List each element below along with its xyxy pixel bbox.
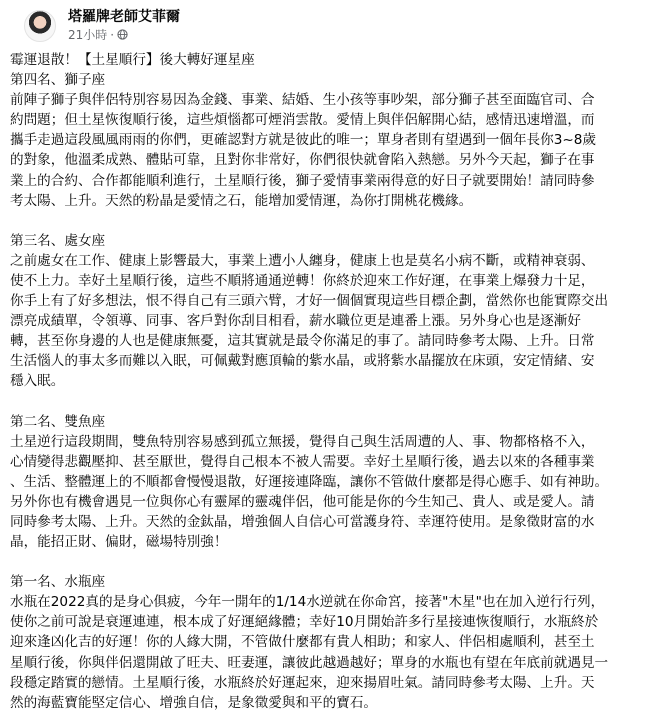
post-body [10,50,645,713]
body-line: 攜手走過這段風風雨雨的你們，更確認對方就是彼此的唯一；單身者則有望遇到一個年長你3~8歲 [10,132,597,149]
paragraph-gap [10,552,645,572]
post-header [10,0,645,50]
body-line: 考太陽、上升。天然的粉晶是愛情之石，能增加愛情運，為你打開桃花機緣。 [10,192,473,209]
avatar[interactable] [24,10,56,42]
body-line: 星順行後，你與伴侶還開啟了旺夫、旺妻運，讓彼此越過越好；單身的水瓶也有望在年底前就遇見一 [10,654,609,671]
body-line: 水瓶在2022真的是身心俱疲，今年一開年的1/14水逆就在你命宮，接著"木星"也在加入逆行行列， [10,594,605,611]
paragraph-gap [10,211,645,231]
body-line: 心情變得悲觀壓抑、甚至厭世，覺得自己根本不被人需要。幸好土星順行後，過去以來的各種事業 [10,453,595,470]
section-virgo [10,231,645,392]
body-line: 然的海藍寶能堅定信心、增強自信，是象徵愛與和平的寶石。 [10,694,378,711]
post-headline: 霉運退散！【土星順行】後大轉好運星座 [10,52,255,68]
body-line: 同時參考太陽、上升。天然的金鈦晶，增強個人自信心可當護身符、幸運符使用。是象徵財富的水 [10,513,595,530]
body-line: 的對象，他溫柔成熟、體貼可靠，且對你非常好，你們很快就會陷入熱戀。另外今天起，獅子在事 [10,152,595,169]
body-line: 段穩定踏實的戀情。土星順行後，水瓶終於好運起來，迎來揚眉吐氣。請同時參考太陽、上升。天 [10,674,595,691]
paragraph-gap [10,392,645,412]
author-name[interactable]: 塔羅牌老師艾菲爾 [68,9,180,25]
section-title: 第一名、水瓶座 [10,574,106,591]
body-line: 穩入眠。 [10,373,65,390]
section-title: 第三名、處女座 [10,232,106,249]
body-line: 生活惱人的事太多而難以入眠，可佩戴對應頂輪的紫水晶，或將紫水晶擺放在床頭，安定情緒、安 [10,353,595,370]
body-line: 晶，能招正財、偏財，磁場特別強！ [10,534,228,551]
section-title: 第二名、雙魚座 [10,413,106,430]
section-pisces [10,412,645,553]
post-meta [68,26,128,43]
body-line: 前陣子獅子與伴侶特別容易因為金錢、事業、結婚、生小孩等事吵架，部分獅子甚至面臨官司、合 [10,92,595,109]
body-line: 轉，甚至你身邊的人也是健康無憂，這其實就是最令你滿足的事了。請同時參考太陽、上升。日常 [10,333,595,350]
section-leo [10,70,645,211]
body-line: 約問題；但土星恢復順行後，這些煩惱都可煙消雲散。愛情上與伴侶解開心結，感情迅速增溫，而 [10,112,595,129]
body-line: 、生活、整體運上的不順都會慢慢退散，好運接連降臨，讓你不管做什麼都是得心應手、如有神助。 [10,473,609,490]
meta-separator: · [110,27,115,42]
post-time[interactable]: 21小時 [68,28,108,42]
globe-icon[interactable] [117,29,128,40]
body-line: 另外你也有機會遇見一位與你心有靈犀的靈魂伴侶，他可能是你的今生知己、貴人、或是愛人。請 [10,493,595,510]
section-aquarius [10,572,645,713]
body-line: 土星逆行這段期間，雙魚特別容易感到孤立無援，覺得自己與生活周遭的人、事、物都格格不入， [10,433,595,450]
body-line: 你手上有了好多想法，恨不得自己有三頭六臂，才好一個個實現這些目標企劃，當然你也能實際交出 [10,293,609,310]
body-line: 之前處女在工作、健康上影響最大，事業上遭小人纏身，健康上也是莫名小病不斷，或精神衰弱、 [10,252,595,269]
body-line: 業上的合約、合作都能順利進行，土星順行後，獅子愛情事業兩得意的好日子就要開始！請同時參 [10,172,595,189]
body-line: 漂亮成績單，令領導、同事、客戶對你刮目相看，薪水職位更是連番上漲。另外身心也是逐漸好 [10,313,581,330]
body-line: 迎來逢凶化吉的好運！你的人緣大開，不管做什麼都有貴人相助；和家人、伴侶相處順利，甚至土 [10,634,595,651]
section-title: 第四名、獅子座 [10,72,106,89]
body-line: 使不上力。幸好土星順行後，這些不順將通通逆轉！你終於迎來工作好運，在事業上爆發力十足， [10,272,595,289]
body-line: 使你之前可說是衰運連連，根本成了好運絕緣體；幸好10月開始許多行星接連恢復順行，水瓶終於 [10,614,599,631]
